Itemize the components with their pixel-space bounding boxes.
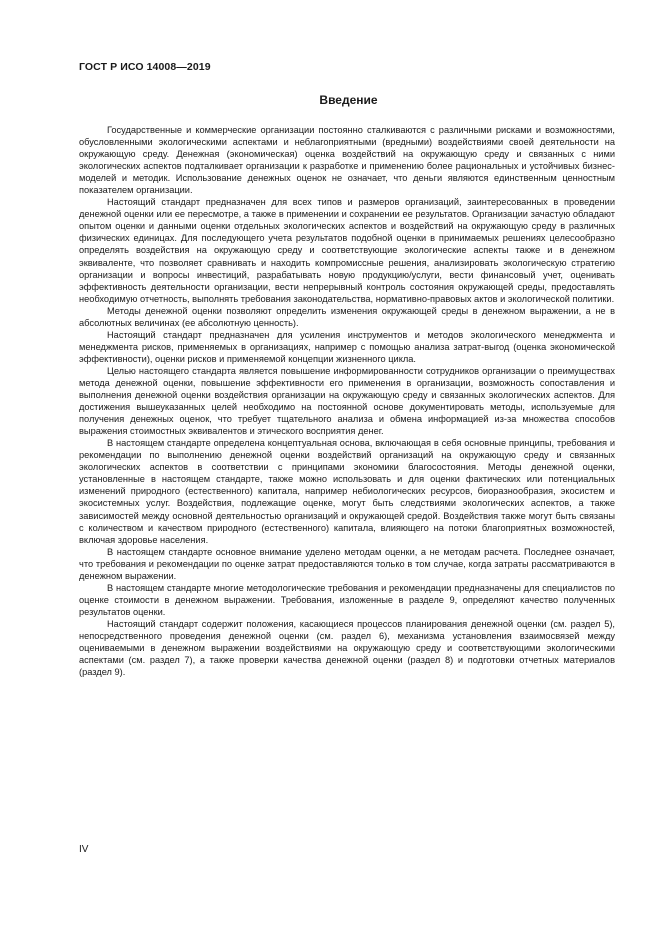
paragraph: В настоящем стандарте основное внимание уделено методам оценки, а не методам расчета. Последнее означает, что требования и рекомендации по оценке затрат предоставляются только в том случае, когда затраты рассматриваются в денежном выражении. [79,546,615,581]
paragraph: Государственные и коммерческие организации постоянно сталкиваются с различными рисками и возможностями, обусловленными экологическими аспектами и неблагоприятными (вредными) воздействиями своей деятельности на окружающую среду. Денежная (экономическая) оценка воздействий на окружающую среду и связанных с ними экологических аспектов подталкивает организации к разработке и применению более рациональных и устойчивых бизнес-моделей и методик. Использование денежных оценок не означает, что деньги являются единственным ценностным показателем организации. [79,125,615,196]
section-body [79,124,615,678]
page-number: IV [79,844,89,855]
paragraph: В настоящем стандарте многие методологические требования и рекомендации предназначены для специалистов по оценке стоимости в денежном выражении. Требования, изложенные в разделе 9, определяют качество полученных результатов оценки. [79,582,615,617]
paragraph: В настоящем стандарте определена концептуальная основа, включающая в себя основные принципы, требования и рекомендации по выполнению денежной оценки воздействий организаций на окружающую среду и связанных экологических аспектов в соответствии с принципами экономики благосостояния. Методы денежной оценки, установленные в настоящем стандарте, также можно использовать и для оценки фактических или потенциальных изменений природного (естественного) капитала, например небиологических ресурсов, биоразнообразия, экосистем и экосистемных услуг. Воздействия, подлежащие оценке, могут быть следствиями экологических аспектов, а также зависимостей между основной деятельностью организаций и окружающей средой. Воздействия также могут быть связаны с количеством и качеством природного (естественного) капитала, влияющего на потоки благоприятных возможностей, включая здоровье населения. [79,438,615,545]
paragraph: Настоящий стандарт содержит положения, касающиеся процессов планирования денежной оценки (см. раздел 5), непосредственного проведения денежной оценки (см. раздел 6), механизма установления взаимосвязей между оцениваемыми в денежном выражении воздействиями на окружающую среду и соответствующими экологическими аспектами (см. раздел 7), а также проверки качества денежной оценки (раздел 8) и подготовки отчетных материалов (раздел 9). [79,618,615,678]
document-header: ГОСТ Р ИСО 14008—2019 [79,61,211,73]
paragraph: Целью настоящего стандарта является повышение информированности сотрудников организации о преимуществах метода денежной оценки, повышение эффективности его применения в организации, возможность сопоставления и выполнения денежной оценки воздействия организации на окружающую среду и связанных экологических аспектов. Для достижения вышеуказанных целей необходимо на постоянной основе документировать методы, используемые для получения денежных оценок, что требует тщательного анализа и обмена информацией из-за множества способов выражения стоимостных эквивалентов и этического восприятия денег. [79,365,615,437]
paragraph: Настоящий стандарт предназначен для всех типов и размеров организаций, заинтересованных в проведении денежной оценки или ее пересмотре, а также в применении и сохранении ее результатов. Организации зачастую обладают опытом оценки и данными оценки отдельных экологических аспектов и воздействий на окружающую среду в различных физических единицах. Для последующего учета результатов подобной оценки в принимаемых решениях целесообразно определять воздействия на окружающую среду и соответствующие экологические аспекты также и в денежном эквиваленте, что позволяет сравнивать и находить компромиссные решения, анализировать экологическую стратегию организации и вопросы инвестиций, разрабатывать новую продукцию/услуги, вести финансовый учет, оценивать эффективность деятельности организации, вести непрерывный контроль состояния окружающей среды, предоставлять необходимую отчетность, выполнять требования законодательства, нормативно-правовых актов и экологической политики. [79,197,615,304]
paragraph: Настоящий стандарт предназначен для усиления инструментов и методов экологического менеджмента и менеджмента рисков, применяемых в организациях, например с помощью анализа затрат-выгод (оценка экономической эффективности), оценки рисков и применяемой концепции жизненного цикла. [79,329,615,364]
paragraph: Методы денежной оценки позволяют определить изменения окружающей среды в денежном выражении, а не в абсолютных величинах (ее абсолютную ценность). [79,305,615,328]
section-title: Введение [319,93,378,107]
